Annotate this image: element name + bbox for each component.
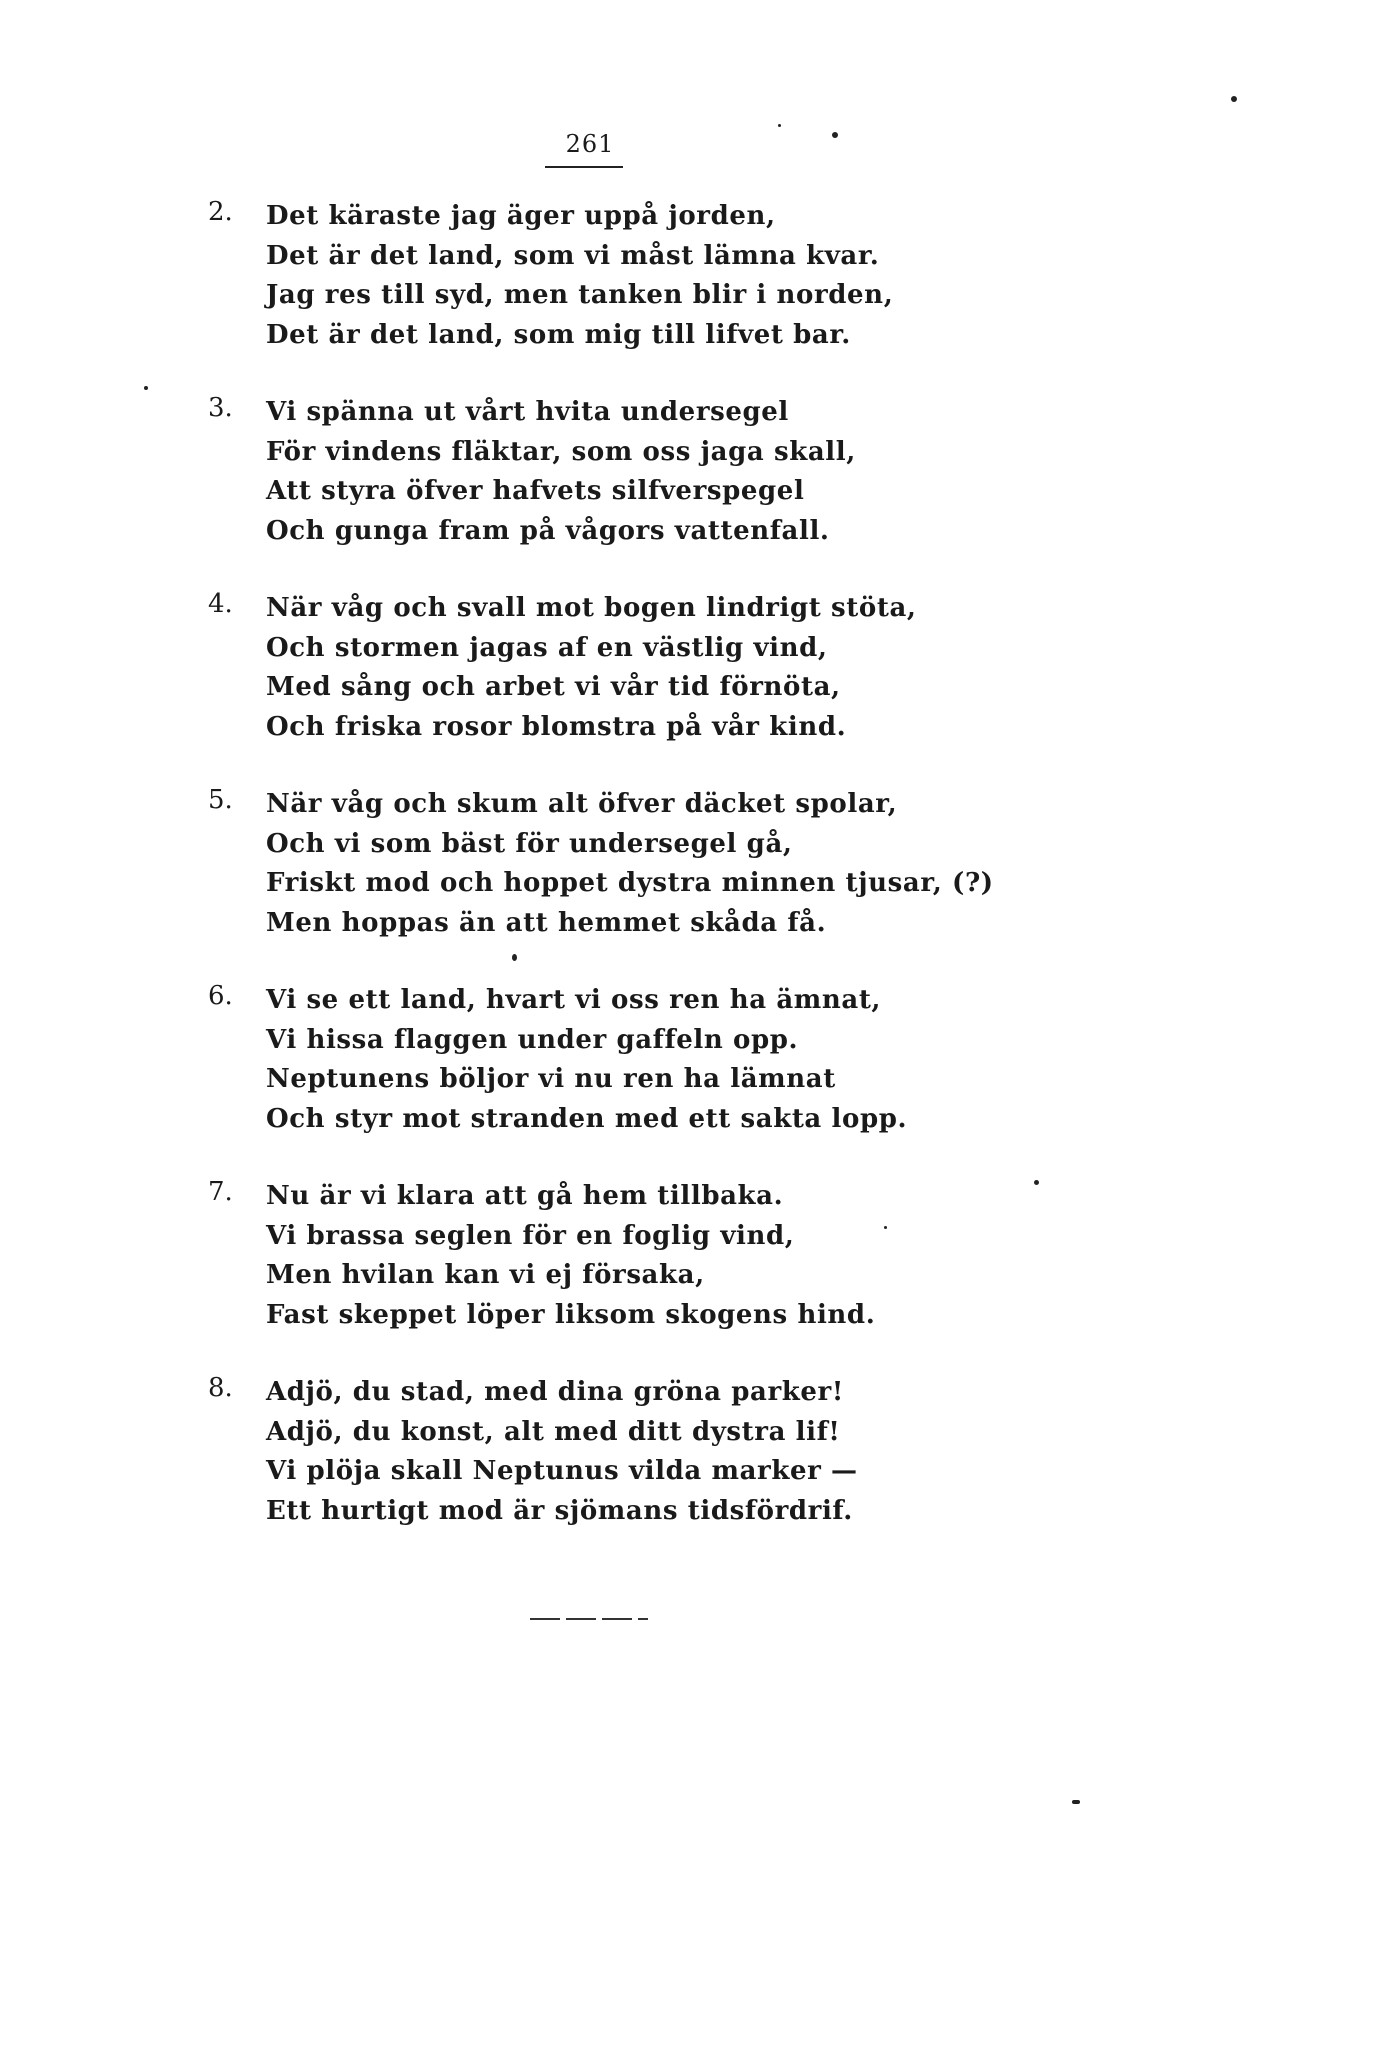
verse-line: Det käraste jag äger uppå jorden, [266, 201, 776, 231]
stanza-number: 8. [208, 1373, 233, 1403]
print-speck [778, 124, 781, 127]
stanza-lines [266, 981, 907, 1139]
print-speck [1231, 96, 1237, 102]
verse-line: Och styr mot stranden med ett sakta lopp. [266, 1103, 908, 1134]
verse-line: Ett hurtigt mod är sjömans tidsfördrif. [266, 1495, 853, 1526]
verse-line: Med sång och arbet vi vår tid förnöta, [266, 672, 841, 702]
stanza-number: 2. [208, 197, 233, 227]
print-speck [884, 1226, 887, 1229]
end-ornament-rule [530, 1618, 648, 1620]
verse-line: Och friska rosor blomstra på vår kind. [266, 711, 847, 742]
stanza-number: 7. [208, 1177, 233, 1207]
print-speck [832, 132, 838, 138]
verse-line: Att styra öfver hafvets silfverspegel [266, 476, 805, 506]
verse-line: Fast skeppet löper liksom skogens hind. [266, 1299, 876, 1330]
stanza-lines [266, 589, 917, 747]
print-speck [1072, 1800, 1080, 1804]
verse-line: Det är det land, som mig till lifvet bar. [266, 319, 851, 350]
stanza-number: 5. [208, 785, 233, 815]
verse-line: Jag res till syd, men tanken blir i norden, [266, 280, 894, 310]
verse-line: Vi brassa seglen för en foglig vind, [266, 1220, 795, 1251]
stanza-number: 6. [208, 981, 233, 1011]
verse-line: Och vi som bäst för undersegel gå, [266, 828, 793, 859]
verse-line: Vi spänna ut vårt hvita undersegel [266, 397, 789, 427]
verse-line: Men hoppas än att hemmet skåda få. [266, 907, 827, 938]
stanza-lines [266, 1177, 875, 1335]
verse-line: Nu är vi klara att gå hem tillbaka. [266, 1181, 784, 1211]
stanza-number: 3. [208, 393, 233, 423]
stanza-lines [266, 785, 994, 943]
verse-line: Men hvilan kan vi ej försaka, [266, 1260, 705, 1290]
verse-line: Vi plöja skall Neptunus vilda marker — [266, 1456, 858, 1486]
verse-line: När våg och skum alt öfver däcket spolar, [266, 789, 898, 819]
print-speck [512, 954, 517, 961]
stanza-number: 4. [208, 589, 233, 619]
stanza-lines [266, 197, 893, 355]
page-number: 261 [565, 130, 615, 158]
verse-line: Adjö, du konst, alt med ditt dystra lif! [266, 1416, 841, 1447]
verse-line: Neptunens böljor vi nu ren ha lämnat [266, 1064, 836, 1094]
verse-line: För vindens fläktar, som oss jaga skall, [266, 436, 856, 467]
verse-line: Och gunga fram på vågors vattenfall. [266, 515, 830, 546]
verse-line: Adjö, du stad, med dina gröna parker! [266, 1377, 844, 1407]
stanza-lines [266, 393, 856, 551]
print-speck [1034, 1180, 1039, 1185]
verse-line: Det är det land, som vi måst lämna kvar. [266, 240, 880, 271]
stanza-lines [266, 1373, 858, 1531]
verse-line: Och stormen jagas af en västlig vind, [266, 632, 828, 663]
verse-line: Vi hissa flaggen under gaffeln opp. [266, 1024, 799, 1055]
verse-line: När våg och svall mot bogen lindrigt stöta, [266, 593, 917, 623]
verse-line: Friskt mod och hoppet dystra minnen tjusar, (?) [266, 868, 994, 898]
page-number-rule [545, 166, 623, 168]
verse-line: Vi se ett land, hvart vi oss ren ha ämnat, [266, 985, 882, 1015]
print-speck [144, 386, 148, 390]
